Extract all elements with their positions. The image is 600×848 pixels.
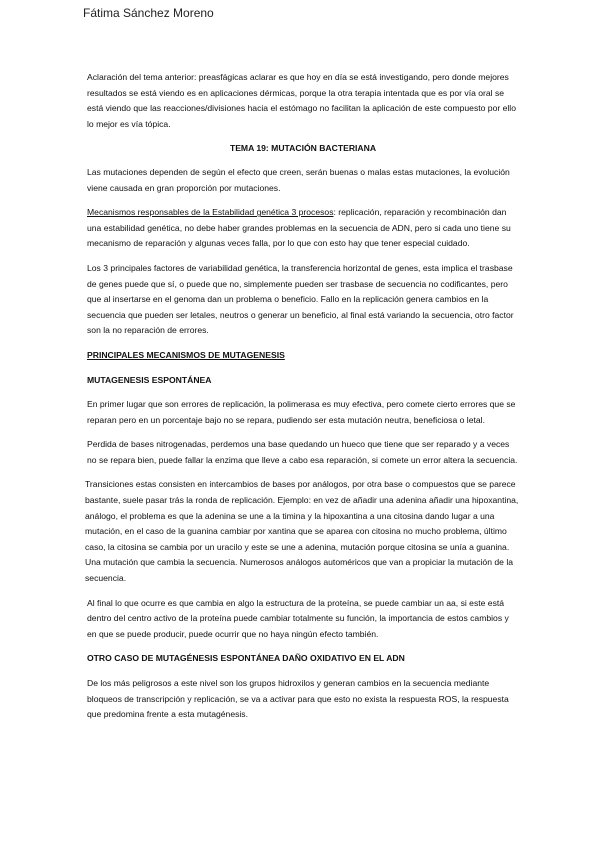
section-heading-mechanisms: PRINCIPALES MECANISMOS DE MUTAGENESIS [87,349,285,360]
paragraph-clarification: Aclaración del tema anterior: preasfágicas aclarar es que hoy en día se está investigando, pero donde mejores resultados se está viendo es en aplicaciones dérmicas, porque la otra terapia intentada que es por vía oral se está viendo que las reacciones/divisiones hacia el estómago no facilitan la aplicación de este compuesto por ello lo mejor es vía tópica. [87,72,516,129]
paragraph-oxidative-damage: De los más peligrosos a este nivel son los grupos hidroxilos y generan cambios en la secuencia mediante bloqueos de transcripción y replicación, se va a activar para que esto no exista la respuesta ROS, la respuesta que predomina frente a esta mutagénesis. [87,678,509,720]
paragraph-variability-factors: Los 3 principales factores de variabilidad genética, la transferencia horizontal de genes, esta implica el trasbase de genes puede que sí, o puede que no, simplemente pueden ser trasbase de secuencia no codificantes, pero que al insertarse en el genoma dan un problema o beneficio. Fallo en la replicación genera cambios en la secuencia que pueden ser letales, neutros o generar un beneficio, al final está variando la secuencia, otro factor son la no reparación de errores. [87,262,514,336]
paragraph-replication-errors: En primer lugar que son errores de replicación, la polimerasa es muy efectiva, pero comete cierto errores que se reparan pero en un porcentaje bajo no se repara, pudiendo ser esta mutación neutra, beneficiosa o letal. [87,399,516,425]
document-body [87,70,519,732]
subsection-heading-oxidative: OTRO CASO DE MUTAGÉNESIS ESPONTÁNEA DAÑO OXIDATIVO EN EL ADN [87,653,405,664]
genetic-stability-text: : replicación, reparación y recombinación dan una estabilidad genética, no debe haber grandes problemas en la secuencia de ADN, pero si cada uno tiene su mecanismo de reparación y algunas veces falla, por lo que con esto hay que tener especial cuidado. [87,207,511,249]
paragraph-protein-structure: Al final lo que ocurre es que cambia en algo la estructura de la proteína, se puede cambiar un aa, si este está dentro del centro activo de la proteína puede cambiar totalmente su función, la importancia de estos cambios y en que se puede producir, puede ocurrir que no haya ningún efecto también. [87,597,509,639]
paragraph-base-loss: Perdida de bases nitrogenadas, perdemos una base quedando un hueco que tiene que ser reparado y a veces no se repara bien, puede fallar la enzima que lleve a cabo esa reparación, si comete un error altera la secuencia. [87,439,518,465]
subsection-heading-spontaneous: MUTAGENESIS ESPONTÁNEA [87,374,212,385]
page-header-author: Fátima Sánchez Moreno [83,6,214,20]
topic-title: TEMA 19: MUTACIÓN BACTERIANA [229,143,377,154]
paragraph-transitions: Transiciones estas consisten en intercambios de bases por análogos, por otra base o compuestos que se parece bastante, suele pasar trás la ronda de replicación. Ejemplo: en vez de añadir una adenina añadir una hipoxantina, análogo, el problema es que la adenina se une a la timina y la hipoxantina a una citosina dando lugar a una mutación, en el caso de la guanina cambiar por xantina que se aparea con citosina no mucho problema, último caso, la citosina se cambia por un uracilo y este se une a adenina, mutación porque citosina se unía a guanina. Una mutación que cambia la secuencia. Numerosos análogos automéricos que van a propiciar la mutación de la secuencia. [85,479,519,584]
paragraph-mutations-intro: Las mutaciones dependen de según el efecto que creen, serán buenas o malas estas mutaciones, la evolución viene causada en gran proporción por mutaciones. [87,166,510,193]
genetic-stability-heading: Mecanismos responsables de la Estabilidad genética 3 procesos [87,207,334,218]
paragraph-genetic-stability [87,205,519,252]
